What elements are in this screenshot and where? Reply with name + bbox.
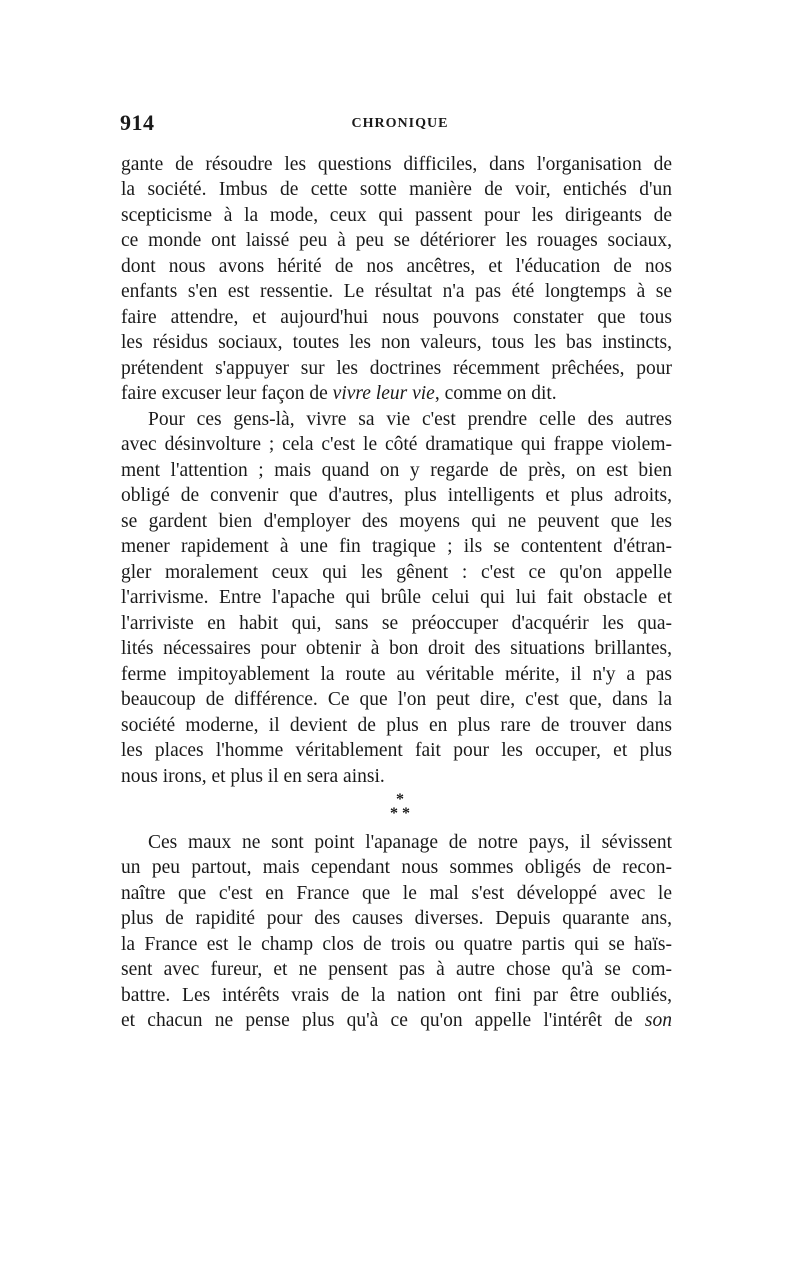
- text-line: un peu partout, mais cependant nous sommes obligés de recon-: [121, 857, 672, 878]
- text-line: société moderne, il devient de plus en plus rare de trouver dans: [121, 715, 672, 736]
- asterism-bottom: * *: [390, 805, 410, 822]
- section-break-asterism: [380, 793, 420, 829]
- paragraph-first-line: Pour ces gens-là, vivre sa vie c'est prendre celle des autres: [148, 409, 672, 430]
- text-line: avec désinvolture ; cela c'est le côté dramatique qui frappe violem-: [121, 434, 672, 455]
- text-line: naître que c'est en France que le mal s'est développé avec le: [121, 883, 672, 904]
- text-run: faire excuser leur façon de: [121, 383, 333, 404]
- text-line: sent avec fureur, et ne pensent pas à autre chose qu'à se com-: [121, 959, 672, 980]
- text-run: et chacun ne pense plus qu'à ce qu'on appelle l'intérêt de: [121, 1010, 645, 1031]
- italic-phrase: vivre leur vie: [332, 383, 435, 404]
- text-line: se gardent bien d'employer des moyens qui ne peuvent que les: [121, 511, 672, 532]
- paragraph-first-line: Ces maux ne sont point l'apanage de notre pays, il sévissent: [148, 832, 672, 853]
- text-line: les résidus sociaux, toutes les non valeurs, tous les bas instincts,: [121, 332, 672, 353]
- text-line: la société. Imbus de cette sotte manière de voir, entichés d'un: [121, 179, 672, 200]
- text-line: mener rapidement à une fin tragique ; ils se contentent d'étran-: [121, 536, 672, 557]
- asterism-top: *: [396, 791, 404, 808]
- text-line: prétendent s'appuyer sur les doctrines récemment prêchées, pour: [121, 358, 672, 379]
- text-line: [121, 1008, 672, 1034]
- text-line: [121, 381, 672, 407]
- text-line: ment l'attention ; mais quand on y regarde de près, on est bien: [121, 460, 672, 481]
- text-line: dont nous avons hérité de nos ancêtres, et l'éducation de nos: [121, 256, 672, 277]
- text-line: lités nécessaires pour obtenir à bon droit des situations brillantes,: [121, 638, 672, 659]
- text-line: gler moralement ceux qui les gênent : c'est ce qu'on appelle: [121, 562, 672, 583]
- text-line: nous irons, et plus il en sera ainsi.: [121, 766, 385, 787]
- text-run: , comme on dit.: [434, 383, 557, 404]
- italic-word: son: [644, 1010, 672, 1031]
- text-line: ce monde ont laissé peu à peu se détériorer les rouages sociaux,: [121, 230, 672, 251]
- text-line: gante de résoudre les questions difficiles, dans l'organisation de: [121, 154, 672, 175]
- text-line: ferme impitoyablement la route au véritable mérite, il n'y a pas: [121, 664, 672, 685]
- text-line: enfants s'en est ressentie. Le résultat n'a pas été longtemps à se: [121, 281, 672, 302]
- text-line: l'arrivisme. Entre l'apache qui brûle celui qui lui fait obstacle et: [121, 587, 672, 608]
- running-title: CHRONIQUE: [351, 116, 449, 131]
- text-line: obligé de convenir que d'autres, plus intelligents et plus adroits,: [121, 485, 672, 506]
- text-line: scepticisme à la mode, ceux qui passent pour les dirigeants de: [121, 205, 672, 226]
- text-line: faire attendre, et aujourd'hui nous pouvons constater que tous: [121, 307, 672, 328]
- text-line: plus de rapidité pour des causes diverses. Depuis quarante ans,: [121, 908, 672, 929]
- page-number: 914: [120, 110, 155, 135]
- text-line: les places l'homme véritablement fait pour les occuper, et plus: [121, 740, 672, 761]
- text-line: battre. Les intérêts vrais de la nation ont fini par être oubliés,: [121, 985, 672, 1006]
- text-line: la France est le champ clos de trois ou quatre partis qui se haïs-: [121, 934, 672, 955]
- text-line: beaucoup de différence. Ce que l'on peut dire, c'est que, dans la: [121, 689, 672, 710]
- text-line: l'arriviste en habit qui, sans se préoccuper d'acquérir les qua-: [121, 613, 672, 634]
